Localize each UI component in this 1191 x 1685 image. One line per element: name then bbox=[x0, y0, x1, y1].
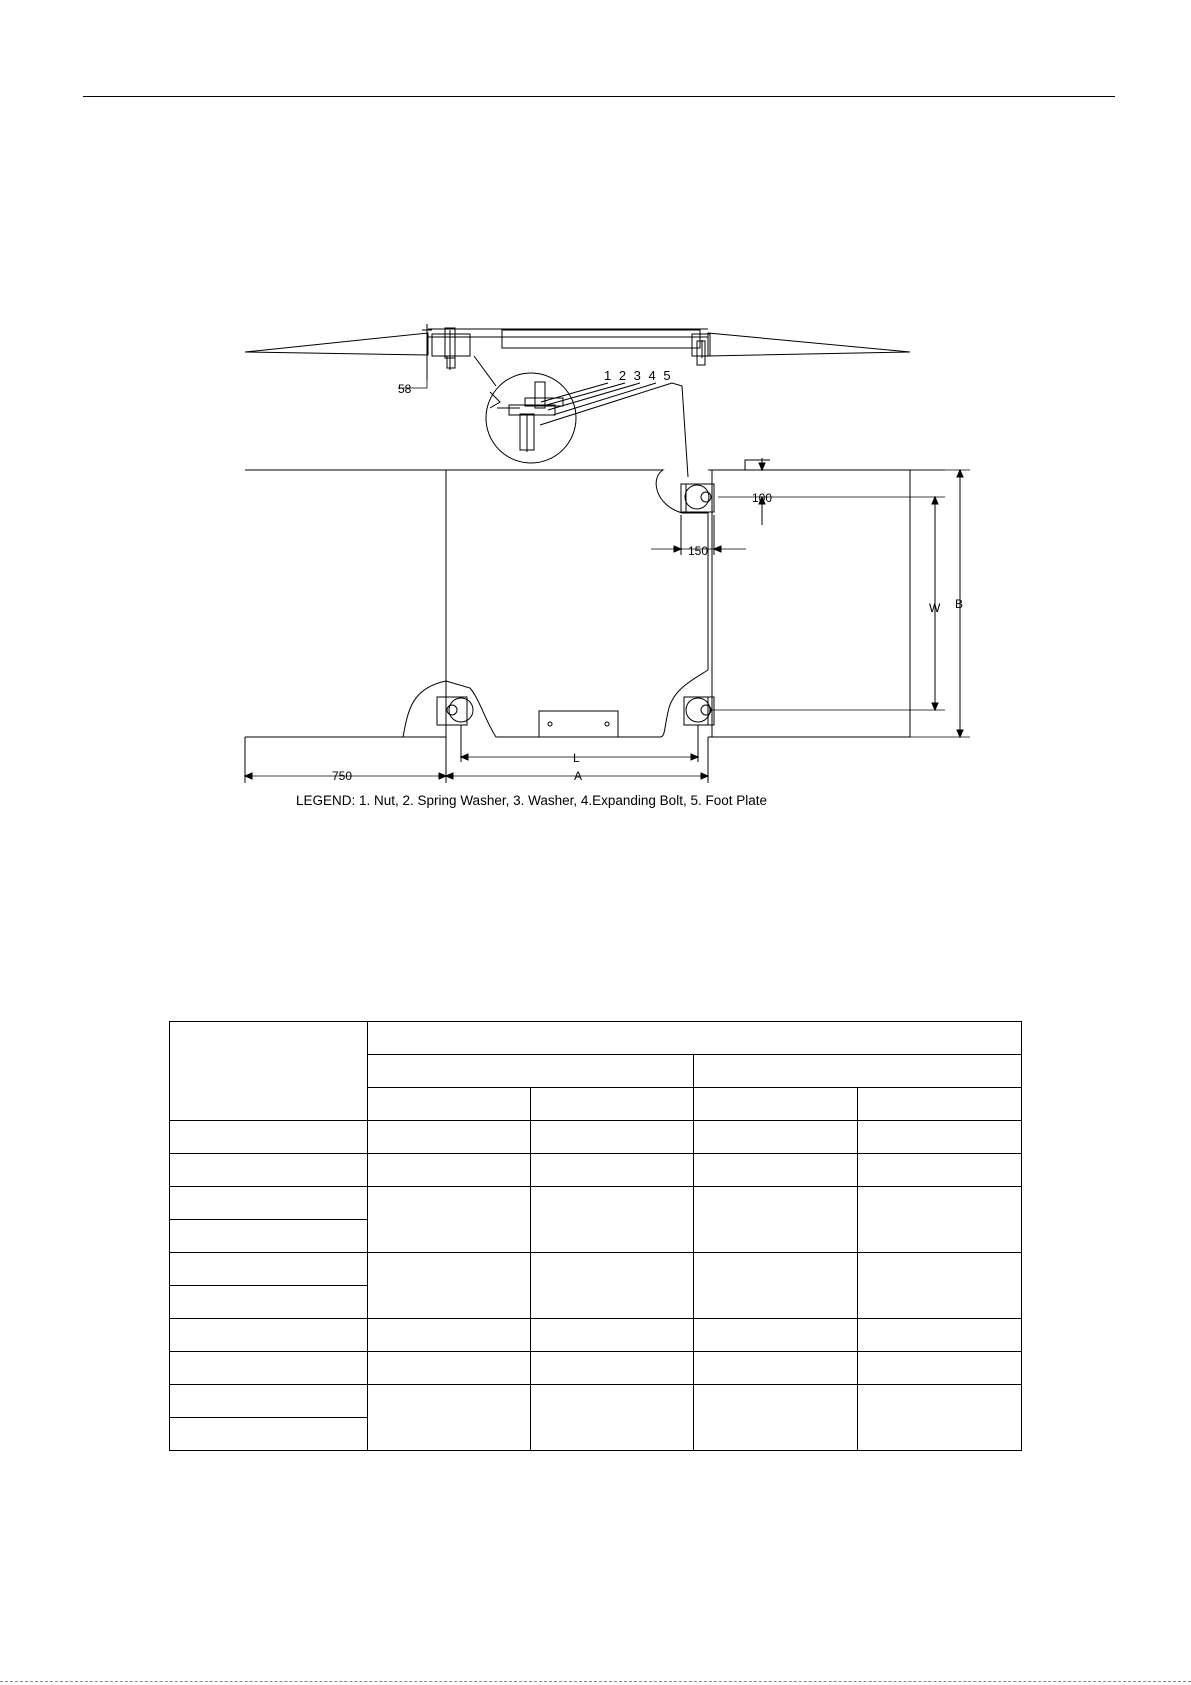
platform-plan bbox=[446, 470, 708, 737]
table-cell bbox=[858, 1352, 1022, 1385]
table-cell bbox=[694, 1121, 858, 1154]
table-cell bbox=[694, 1385, 858, 1451]
platform-body bbox=[502, 330, 700, 348]
table-cell bbox=[858, 1121, 1022, 1154]
dim-58: 58 bbox=[398, 382, 412, 396]
table-cell bbox=[368, 1319, 531, 1352]
drawing-legend: LEGEND: 1. Nut, 2. Spring Washer, 3. Washer, 4.Expanding Bolt, 5. Foot Plate bbox=[296, 793, 767, 808]
table-header-cell bbox=[694, 1088, 858, 1121]
left-ramp bbox=[245, 333, 428, 355]
table-header-cell bbox=[858, 1088, 1022, 1121]
dim-750: 750 bbox=[332, 769, 353, 783]
table-row bbox=[170, 1352, 1022, 1385]
table-cell bbox=[694, 1352, 858, 1385]
table-cell bbox=[858, 1187, 1022, 1253]
table-cell bbox=[858, 1154, 1022, 1187]
table-cell bbox=[531, 1352, 694, 1385]
table-cell bbox=[531, 1253, 694, 1319]
table-row bbox=[170, 1253, 1022, 1286]
table-cell bbox=[170, 1154, 368, 1187]
table-cell bbox=[858, 1319, 1022, 1352]
installation-drawing bbox=[0, 0, 1191, 830]
table-row bbox=[170, 1385, 1022, 1418]
foot-plate-top-right bbox=[681, 484, 714, 512]
footer-rule bbox=[0, 1681, 1191, 1682]
table-cell bbox=[858, 1253, 1022, 1319]
table-cell bbox=[531, 1385, 694, 1451]
center-plate bbox=[539, 711, 618, 737]
table-cell bbox=[694, 1154, 858, 1187]
table-cell bbox=[368, 1121, 531, 1154]
table-cell bbox=[170, 1286, 368, 1319]
table-row bbox=[170, 1022, 1022, 1055]
table-cell bbox=[170, 1319, 368, 1352]
table-row bbox=[170, 1187, 1022, 1220]
table-cell bbox=[170, 1187, 368, 1220]
table-cell bbox=[694, 1253, 858, 1319]
table-cell bbox=[170, 1121, 368, 1154]
dim-W: W bbox=[929, 601, 941, 615]
table-header-cell bbox=[368, 1055, 694, 1088]
left-ramp-plan bbox=[245, 470, 446, 737]
table-cell bbox=[368, 1385, 531, 1451]
table-cell bbox=[170, 1418, 368, 1451]
foot-plate-bottom-right bbox=[684, 697, 714, 725]
detail-callout bbox=[474, 356, 688, 477]
plan-view bbox=[245, 458, 970, 783]
table-cell bbox=[170, 1385, 368, 1418]
table-header-cell bbox=[531, 1088, 694, 1121]
table-row bbox=[170, 1319, 1022, 1352]
table-row bbox=[170, 1121, 1022, 1154]
table-corner-cell bbox=[170, 1022, 368, 1121]
table-cell bbox=[170, 1220, 368, 1253]
table-cell bbox=[694, 1187, 858, 1253]
dim-L: L bbox=[573, 751, 580, 765]
right-platform-plan bbox=[708, 470, 910, 737]
table-row bbox=[170, 1154, 1022, 1187]
part-callouts: 1 2 3 4 5 bbox=[604, 368, 673, 383]
foot-plate-bottom-left bbox=[437, 697, 473, 725]
table-header-cell bbox=[368, 1022, 1022, 1055]
spec-table bbox=[169, 1021, 1022, 1451]
table-cell bbox=[368, 1187, 531, 1253]
dim-A: A bbox=[574, 769, 583, 783]
table-cell bbox=[531, 1319, 694, 1352]
dim-B: B bbox=[955, 597, 964, 611]
table-cell bbox=[170, 1352, 368, 1385]
table-header-cell bbox=[368, 1088, 531, 1121]
dim-100: 100 bbox=[752, 491, 773, 505]
table-cell bbox=[170, 1253, 368, 1286]
table-cell bbox=[858, 1385, 1022, 1451]
table-cell bbox=[694, 1319, 858, 1352]
table-cell bbox=[531, 1187, 694, 1253]
table-header-cell bbox=[694, 1055, 1022, 1088]
right-ramp bbox=[708, 333, 910, 356]
dim-150: 150 bbox=[688, 544, 709, 558]
table-cell bbox=[531, 1121, 694, 1154]
side-elevation bbox=[245, 324, 910, 396]
table-cell bbox=[368, 1253, 531, 1319]
table-cell bbox=[368, 1154, 531, 1187]
table-cell bbox=[368, 1352, 531, 1385]
table-cell bbox=[531, 1154, 694, 1187]
